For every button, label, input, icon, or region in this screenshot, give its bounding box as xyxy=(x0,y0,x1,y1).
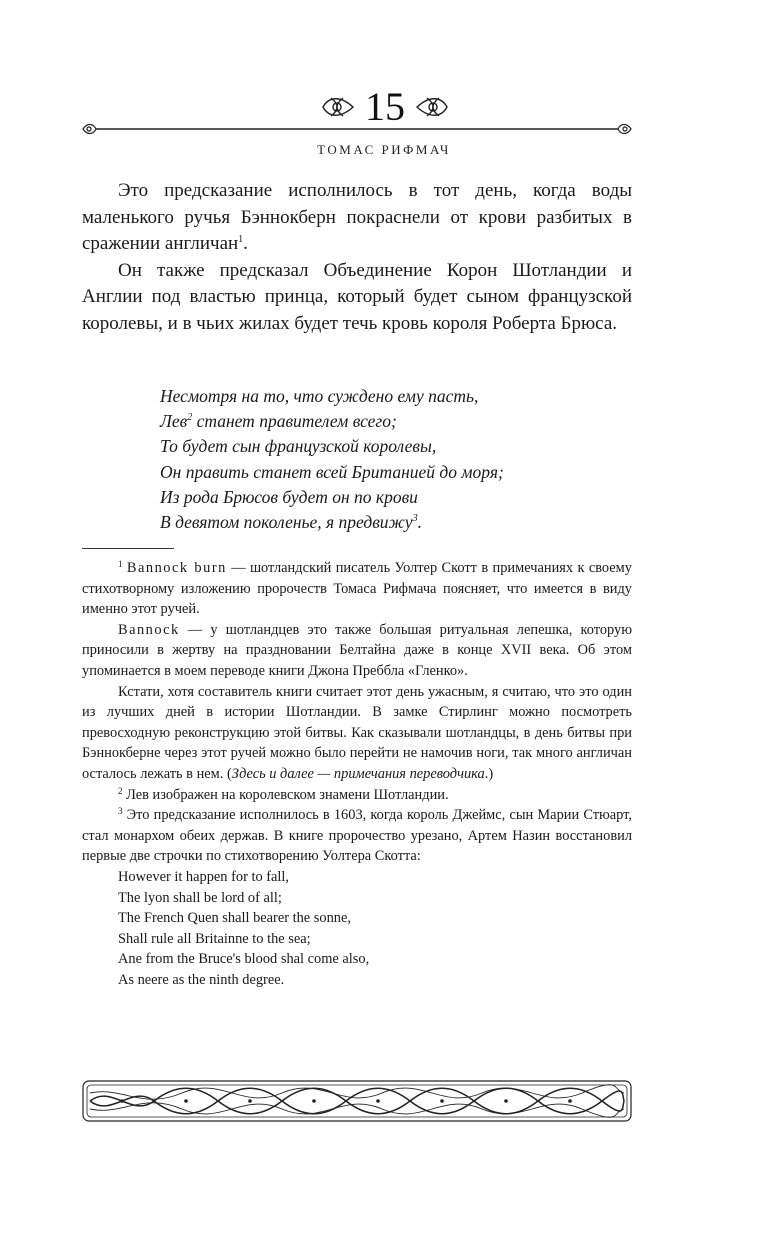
footnote-1: $^1$ Bannock burn — шотландский писатель Уолтер Скотт в примечаниях к своему стихотворному изложению пророчеств Томаса Рифмача поясняет, что имеется в виду именно этот ручей. xyxy=(82,559,632,618)
interlace-pattern xyxy=(90,1085,624,1118)
english-verse xyxy=(82,867,632,991)
poem-line: Лев$^2$ станет правителем всего; xyxy=(160,411,397,432)
main-text xyxy=(82,178,632,337)
footnote-ref: 3 xyxy=(412,513,418,525)
footnote-3: $^3$ Это предсказание исполнилось в 1603, когда король Джеймс, сын Марии Стюарт, стал монархом обеих держав. В книге пророчество урезано, Артем Назин восстановил первые две строчки по стихотворению Уолтера Скотта: xyxy=(82,806,632,865)
celtic-border-ornament xyxy=(82,1080,632,1122)
footnote-1-continued: Кстати, хотя составитель книги считает этот день ужасным, я считаю, что это один из лучших дней в истории Шотландии. В замке Стирлинг можно посмотреть превосходную реконструкцию этой битвы. Как сказывали шотландцы, в день битвы при Бэннокберне через этот ручей можно было перейти не намочив ноги, так много англичан осталось лежать в нем. (Здесь и далее — примечания переводчика.) xyxy=(82,683,632,782)
poem-line: Он править станет всей Британией до моря; xyxy=(160,461,504,482)
paragraph: Это предсказание исполнилось в тот день, когда воды маленького ручья Бэннокберн покраснели от крови разбитых в сражении англичан$^1$. xyxy=(82,180,632,254)
footnote-ref: 1 xyxy=(238,234,244,245)
verse-line: The French Quen shall bearer the sonne, xyxy=(118,910,351,927)
footnote-2: $^2$ Лев изображен на королевском знамени Шотландии. xyxy=(118,785,449,803)
running-title: ТОМАС РИФМАЧ xyxy=(317,142,451,157)
verse-line: Ane from the Bruce's blood shal come also, xyxy=(118,951,370,968)
header-rule xyxy=(82,122,632,136)
celtic-knot-left-icon xyxy=(319,94,357,120)
poem-line: Из рода Брюсов будет он по крови xyxy=(160,486,418,507)
footnote-ref: 2 xyxy=(187,412,193,424)
footnotes xyxy=(82,558,632,990)
poem xyxy=(160,384,620,535)
page-number: 15 xyxy=(365,84,405,129)
paragraph: Он также предсказал Объединение Корон Шотландии и Англии под властью принца, который будет сыном французской королевы, и в чьих жилах будет течь кровь короля Роберта Брюса. xyxy=(82,259,632,334)
rule-end-knot-icon xyxy=(618,125,631,134)
verse-line: The lyon shall be lord of all; xyxy=(118,889,282,906)
poem-line: В девятом поколенье, я предвижу$^3$. xyxy=(160,512,422,533)
footnote-1-continued: Bannock — у шотландцев это также большая ритуальная лепешка, которую приносили в жертву на праздновании Белтайна даже в конце XVII века. Об этом упоминается в моем переводе книги Джона Преббла «Гленко». xyxy=(82,621,632,679)
verse-line: As neere as the ninth degree. xyxy=(118,971,285,988)
verse-line: Shall rule all Britainne to the sea; xyxy=(118,930,311,947)
verse-line: However it happen for to fall, xyxy=(118,868,290,885)
poem-line: То будет сын французской королевы, xyxy=(160,436,437,457)
celtic-knot-right-icon xyxy=(413,94,451,120)
rule-end-knot-icon xyxy=(83,125,96,134)
footnote-separator xyxy=(82,548,174,549)
poem-line: Несмотря на то, что суждено ему пасть, xyxy=(160,386,479,406)
